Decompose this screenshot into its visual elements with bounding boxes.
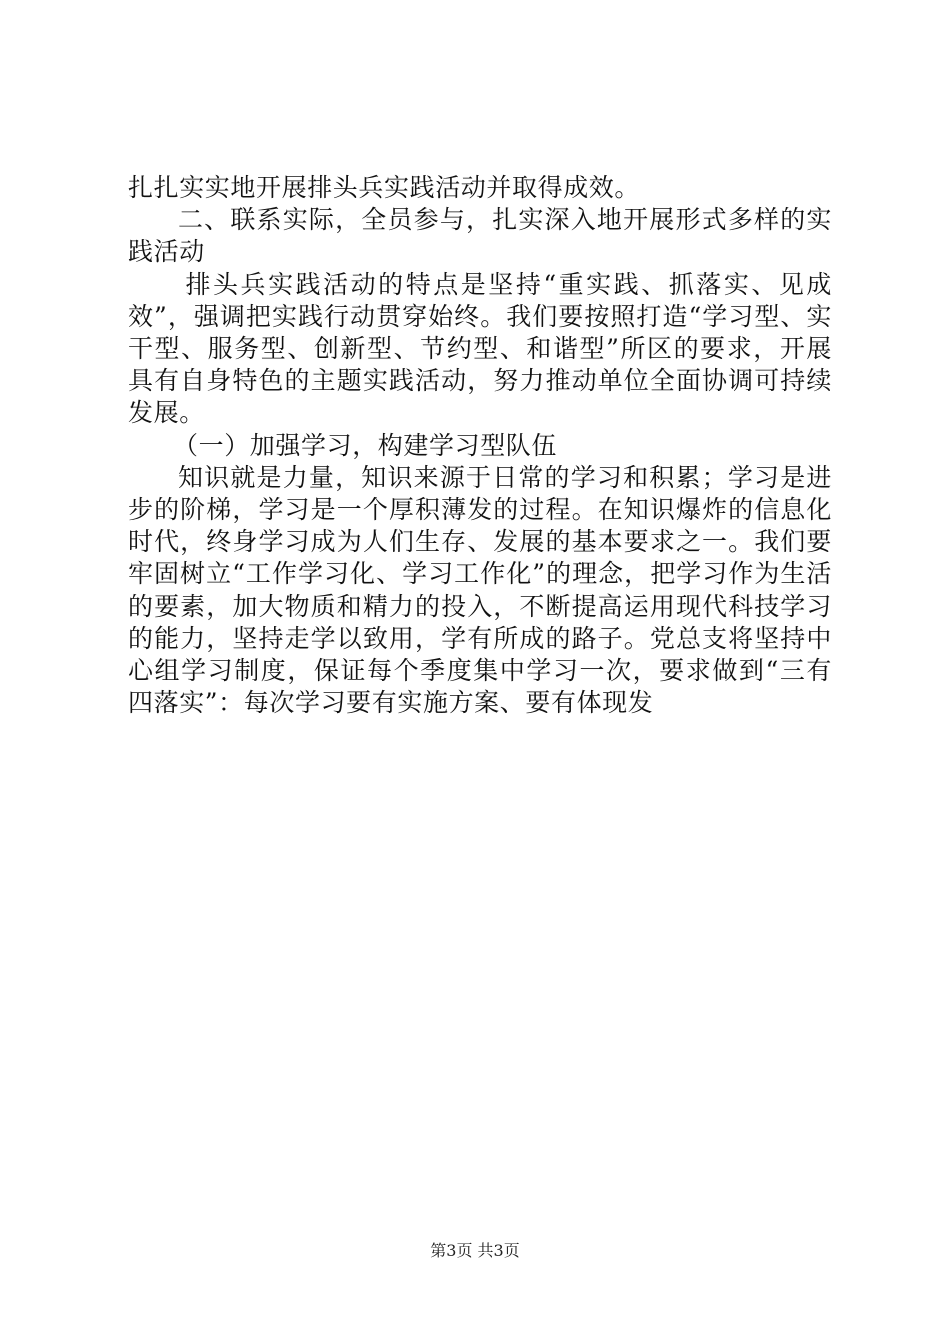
subsection-heading-one: （一）加强学习，构建学习型队伍	[173, 430, 558, 460]
page-footer	[0, 1241, 950, 1261]
page-number: 第3页 共3页	[430, 1241, 520, 1260]
document-body	[128, 172, 832, 719]
paragraph-practice-activities: 排头兵实践活动的特点是坚持“重实践、抓落实、见成效”，强调把实践行动贯穿始终。我们要按照打造“学习型、实干型、服务型、创新型、节约型、和谐型”所区的要求，开展具有自身特色的主题实践活动，努力推动单位全面协调可持续发展。	[128, 269, 832, 428]
section-heading-two: 二、联系实际，全员参与，扎实深入地开展形式多样的实践活动	[128, 205, 832, 267]
paragraph-continuation: 扎扎实实地开展排头兵实践活动并取得成效。	[128, 173, 641, 202]
paragraph-learning: 知识就是力量，知识来源于日常的学习和积累；学习是进步的阶梯，学习是一个厚积薄发的过程。在知识爆炸的信息化时代，终身学习成为人们生存、发展的基本要求之一。我们要牢固树立“工作学习化、学习工作化”的理念，把学习作为生活的要素，加大物质和精力的投入，不断提高运用现代科技学习的能力，坚持走学以致用，学有所成的路子。党总支将坚持中心组学习制度，保证每个季度集中学习一次，要求做到“三有四落实”：每次学习要有实施方案、要有体现发	[128, 462, 832, 718]
